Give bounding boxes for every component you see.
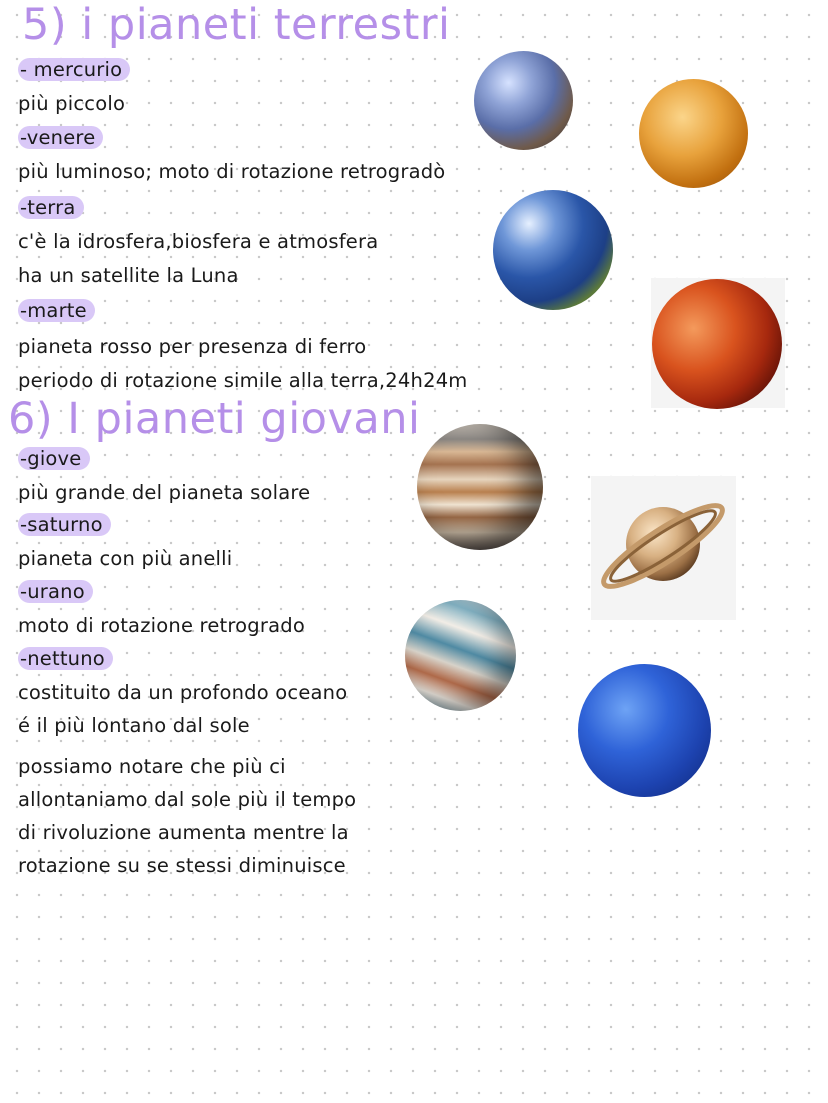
note-line: moto di rotazione retrogrado xyxy=(18,614,305,637)
venus-planet xyxy=(639,79,748,188)
planet-label-mercury: - mercurio xyxy=(18,58,130,82)
conclusion-line: allontaniamo dal sole più il tempo xyxy=(18,788,357,811)
planet-label-saturn: -saturno xyxy=(18,513,111,537)
planet-label-neptune: -nettuno xyxy=(18,647,113,671)
note-line: periodo di rotazione simile alla terra,24h24m xyxy=(18,369,468,392)
note-line: più grande del pianeta solare xyxy=(18,481,311,504)
note-line: più piccolo xyxy=(18,92,126,115)
planet-label-mars: -marte xyxy=(18,299,95,323)
note-line: pianeta con più anelli xyxy=(18,547,233,570)
earth-planet xyxy=(493,190,613,310)
section-title-terrestrial: 5) i pianeti terrestri xyxy=(22,0,451,50)
planet-label-earth: -terra xyxy=(18,196,84,220)
note-line: più luminoso; moto di rotazione retrogradò xyxy=(18,160,446,183)
note-line: é il più lontano dal sole xyxy=(18,714,250,737)
neptune-planet xyxy=(578,664,711,797)
section-title-giant: 6) I pianeti giovani xyxy=(8,394,421,444)
planet-label-uranus: -urano xyxy=(18,580,93,604)
mercury-planet xyxy=(474,51,573,150)
planet-label-jupiter: -giove xyxy=(18,447,90,471)
uranus-planet xyxy=(405,600,516,711)
note-line: ha un satellite la Luna xyxy=(18,264,239,287)
conclusion-line: possiamo notare che più ci xyxy=(18,755,286,778)
note-line: costituito da un profondo oceano xyxy=(18,681,348,704)
saturn-planet xyxy=(591,476,736,620)
planet-label-venus: -venere xyxy=(18,126,103,150)
conclusion-line: rotazione su se stessi diminuisce xyxy=(18,854,346,877)
note-line: c'è la idrosfera,biosfera e atmosfera xyxy=(18,230,379,253)
note-line: pianeta rosso per presenza di ferro xyxy=(18,335,367,358)
jupiter-planet xyxy=(417,424,543,550)
conclusion-line: di rivoluzione aumenta mentre la xyxy=(18,821,349,844)
mars-planet xyxy=(652,279,782,409)
